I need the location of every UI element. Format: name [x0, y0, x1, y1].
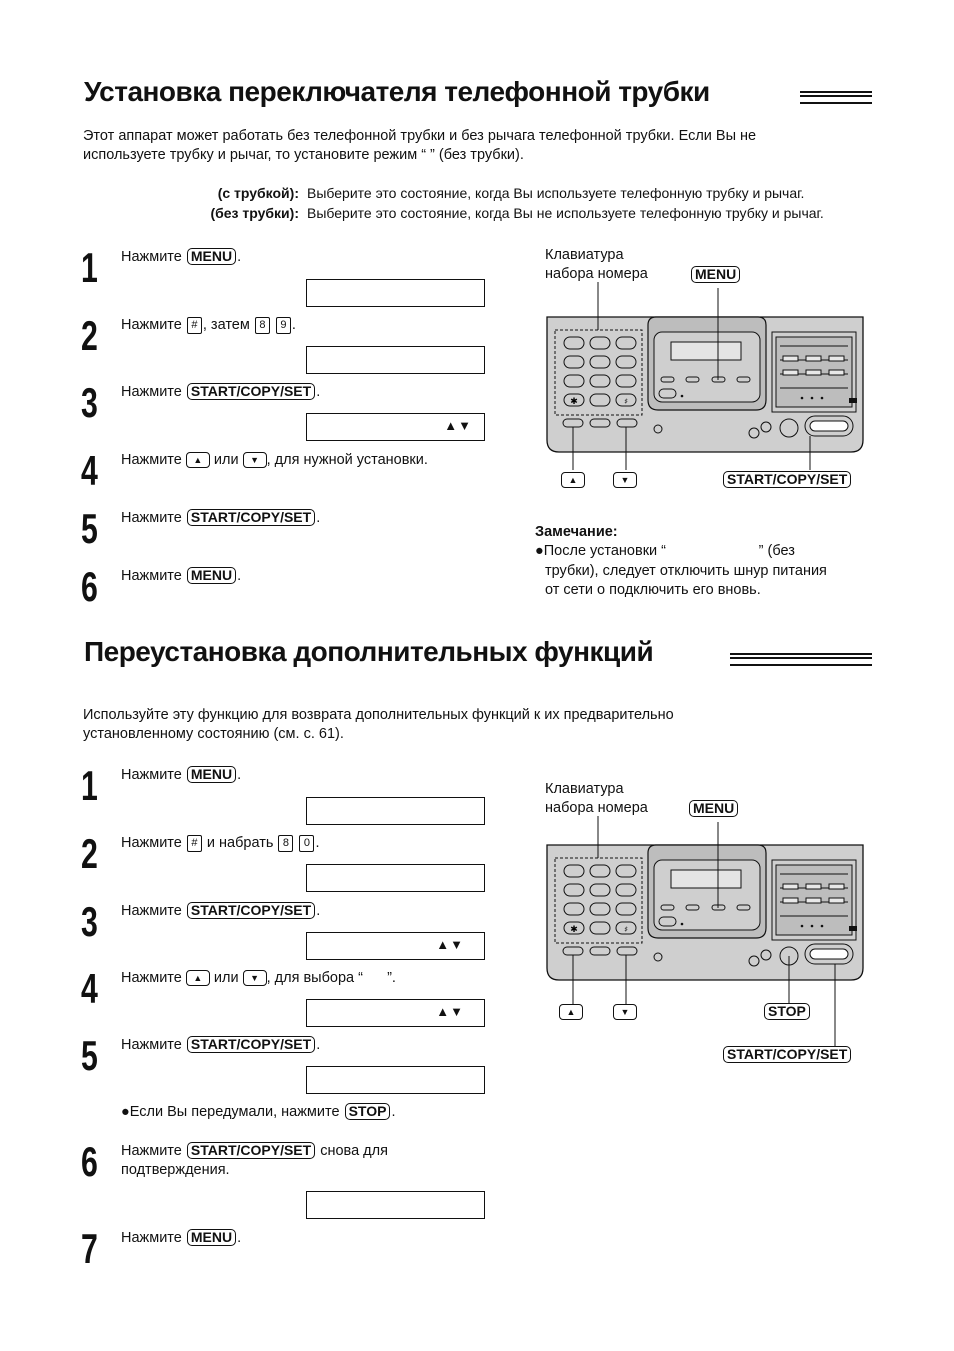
step-text: Нажмите ▲ или ▼ , для нужной установки.	[121, 452, 428, 468]
lcd-display	[306, 1191, 485, 1219]
step-number: 2	[81, 830, 98, 877]
note-title: Замечание:	[535, 524, 618, 540]
step-text: Нажмите START/COPY/SET .	[121, 509, 321, 526]
up-arrow-icon: ▲	[559, 1003, 583, 1020]
note-line: ●После установки “ ” (без	[535, 543, 795, 559]
fax-machine-illustration	[540, 280, 880, 470]
hash-key: #	[187, 835, 202, 852]
title-rule	[800, 91, 872, 104]
start-copy-set-key: START/COPY/SET	[187, 1036, 315, 1053]
step-number: 1	[81, 244, 98, 291]
step-text: Нажмите MENU .	[121, 248, 242, 265]
start-copy-set-label: START/COPY/SET	[722, 1046, 852, 1063]
start-copy-set-key: START/COPY/SET	[187, 383, 315, 400]
down-arrow-icon: ▼	[243, 970, 267, 986]
svg-text:✱: ✱	[570, 397, 578, 407]
step-text: Нажмите # и набрать 8 0 .	[121, 835, 320, 851]
lcd-display	[306, 413, 485, 441]
menu-key: MENU	[187, 248, 236, 265]
cancel-note: ●Если Вы передумали, нажмите STOP .	[121, 1103, 396, 1120]
up-arrow-icon: ▲	[186, 452, 210, 468]
keypad-label: Клавиатура	[545, 781, 624, 797]
lcd-arrows: ▲▼	[436, 1004, 464, 1019]
step-number: 5	[81, 1032, 98, 1079]
section1-intro-line1: Этот аппарат может работать без телефонной трубки и без рычага телефонной трубки. Если Вы не	[83, 128, 757, 144]
lcd-display	[306, 999, 485, 1027]
note-line: трубки), следует отключить шнур питания	[545, 563, 827, 579]
title-rule	[730, 653, 872, 666]
stop-label: STOP	[763, 1003, 811, 1020]
menu-key: MENU	[187, 766, 236, 783]
digit-key: 0	[299, 835, 314, 852]
lcd-display	[306, 797, 485, 825]
step-number: 4	[81, 447, 98, 494]
lcd-arrows: ▲▼	[444, 418, 472, 433]
section2-intro-line1: Используйте эту функцию для возврата дополнительных функций к их предварительно	[83, 707, 674, 723]
section1-title: Установка переключателя телефонной трубки	[84, 76, 710, 107]
section2-title: Переустановка дополнительных функций	[84, 636, 654, 667]
start-copy-set-key: START/COPY/SET	[187, 1142, 315, 1159]
step-number: 6	[81, 1138, 98, 1185]
step-text: Нажмите START/COPY/SET .	[121, 902, 321, 919]
lcd-display	[306, 279, 485, 307]
svg-text:✱: ✱	[570, 925, 578, 935]
mode-row	[84, 205, 824, 221]
step-text: Нажмите MENU .	[121, 766, 242, 783]
digit-key: 8	[255, 317, 270, 334]
mode-desc: Выберите это состояние, когда Вы используете телефонную трубку и рычаг.	[307, 185, 805, 201]
step-text: Нажмите MENU .	[121, 567, 242, 584]
lcd-arrows: ▲▼	[436, 937, 464, 952]
mode-desc: Выберите это состояние, когда Вы не используете телефонную трубку и рычаг.	[307, 205, 824, 221]
step-text-line2: подтверждения.	[121, 1162, 230, 1178]
menu-key: MENU	[187, 1229, 236, 1246]
stop-key: STOP	[345, 1103, 391, 1120]
step-text: Нажмите START/COPY/SET .	[121, 1036, 321, 1053]
mode-label: (с трубкой):	[217, 185, 299, 201]
start-copy-set-key: START/COPY/SET	[187, 509, 315, 526]
step-number: 1	[81, 762, 98, 809]
start-copy-set-label: START/COPY/SET	[722, 471, 852, 488]
step-number: 4	[81, 965, 98, 1012]
step-number: 5	[81, 505, 98, 552]
step-number: 6	[81, 563, 98, 610]
menu-key: MENU	[187, 567, 236, 584]
step-text: Нажмите START/COPY/SET снова для	[121, 1142, 388, 1159]
down-arrow-icon: ▼	[613, 1003, 637, 1020]
section2-intro-line2: установленному состоянию (см. с. 61).	[83, 726, 344, 742]
step-number: 3	[81, 898, 98, 945]
lcd-display	[306, 1066, 485, 1094]
note-line: от сети о подключить его вновь.	[545, 582, 761, 598]
up-arrow-icon: ▲	[561, 471, 585, 488]
section1-intro-line2: используете трубку и рычаг, то установите режим “ ” (без трубки).	[83, 147, 524, 163]
keypad-label: набора номера	[545, 266, 648, 282]
lcd-display	[306, 864, 485, 892]
step-number: 3	[81, 379, 98, 426]
keypad-label: Клавиатура	[545, 247, 624, 263]
digit-key: 9	[276, 317, 291, 334]
step-number: 7	[81, 1225, 98, 1272]
step-text: Нажмите # , затем 8 9 .	[121, 317, 296, 333]
up-arrow-icon: ▲	[186, 970, 210, 986]
menu-label: MENU	[688, 800, 739, 817]
step-text: Нажмите START/COPY/SET .	[121, 383, 321, 400]
fax-machine-illustration	[540, 814, 880, 1054]
digit-key: 8	[278, 835, 293, 852]
down-arrow-icon: ▼	[613, 471, 637, 488]
lcd-display	[306, 346, 485, 374]
step-text: Нажмите ▲ или ▼ , для выбора “ ”.	[121, 970, 396, 986]
step-number: 2	[81, 312, 98, 359]
start-copy-set-key: START/COPY/SET	[187, 902, 315, 919]
svg-text:♯: ♯	[624, 397, 628, 406]
step-text: Нажмите MENU .	[121, 1229, 242, 1246]
lcd-display	[306, 932, 485, 960]
keypad-label: набора номера	[545, 800, 648, 816]
down-arrow-icon: ▼	[243, 452, 267, 468]
hash-key: #	[187, 317, 202, 334]
svg-text:♯: ♯	[624, 925, 628, 934]
mode-row	[84, 185, 804, 201]
mode-label: (без трубки):	[210, 205, 299, 221]
menu-label: MENU	[690, 266, 741, 283]
